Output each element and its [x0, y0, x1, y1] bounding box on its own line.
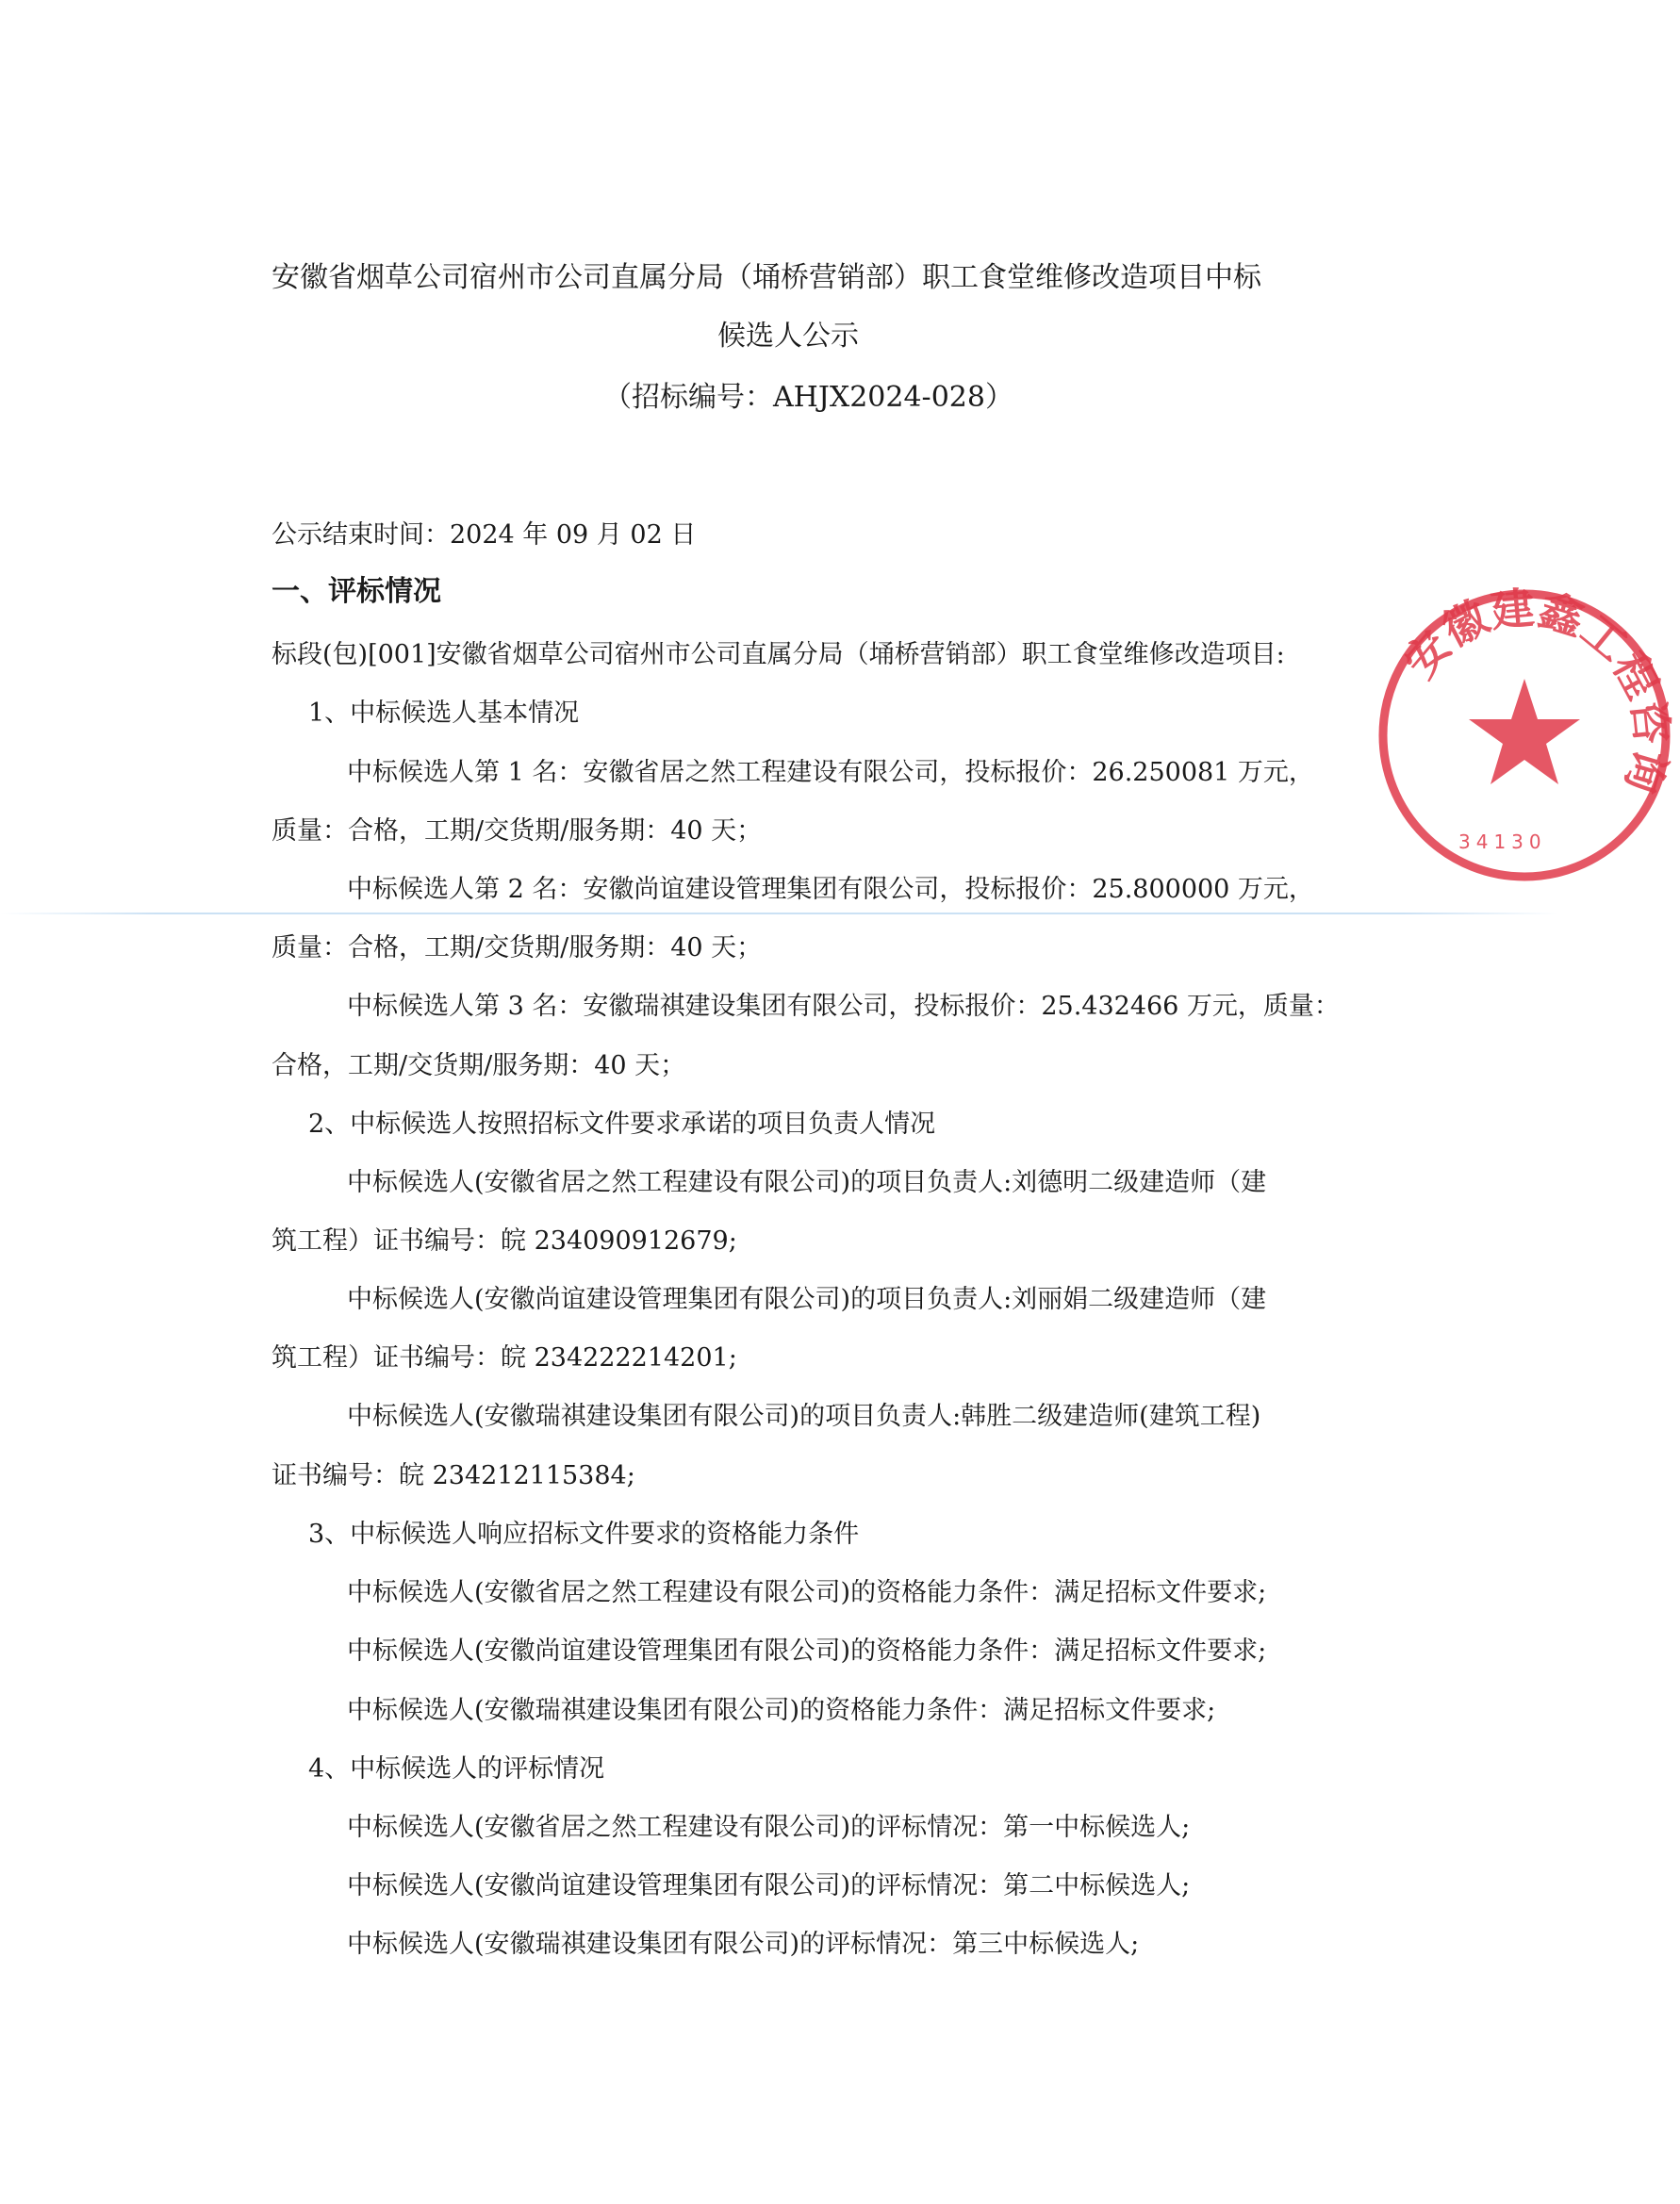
title-line-1: 安徽省烟草公司宿州市公司直属分局（埇桥营销部）职工食堂维修改造项目中标	[272, 261, 1261, 294]
evaluation-3: 中标候选人(安徽瑞祺建设集团有限公司)的评标情况：第三中标候选人;	[347, 1930, 1140, 1959]
candidate-2-line-2: 质量：合格，工期/交货期/服务期：40 天；	[272, 933, 763, 962]
tender-number: （招标编号：AHJX2024-028）	[603, 381, 1013, 414]
scan-artifact-line	[0, 913, 1558, 914]
title-line-2: 候选人公示	[717, 320, 859, 353]
svg-text:34130: 34130	[1458, 831, 1547, 853]
subheading-qualification: 3、中标候选人响应招标文件要求的资格能力条件	[308, 1520, 860, 1549]
leader-2-line-1: 中标候选人(安徽尚谊建设管理集团有限公司)的项目负责人:刘丽娟二级建造师（建	[347, 1285, 1267, 1314]
lot-description: 标段(包)[001]安徽省烟草公司宿州市公司直属分局（埇桥营销部）职工食堂维修改造项目:	[272, 640, 1285, 669]
subheading-basic-info: 1、中标候选人基本情况	[308, 699, 580, 728]
subheading-project-leader: 2、中标候选人按照招标文件要求承诺的项目负责人情况	[308, 1110, 936, 1139]
qualification-1: 中标候选人(安徽省居之然工程建设有限公司)的资格能力条件：满足招标文件要求;	[347, 1578, 1267, 1607]
candidate-3-line-1: 中标候选人第 3 名：安徽瑞祺建设集团有限公司，投标报价：25.432466 万元，质量：	[347, 992, 1340, 1021]
subheading-evaluation: 4、中标候选人的评标情况	[308, 1754, 605, 1784]
leader-1-line-2: 筑工程）证书编号：皖 234090912679;	[272, 1226, 737, 1256]
leader-2-line-2: 筑工程）证书编号：皖 234222214201;	[272, 1343, 737, 1373]
seal-star-icon	[1469, 679, 1580, 784]
svg-text:安徽建鑫工程咨询: 安徽建鑫工程咨询	[1393, 582, 1678, 799]
section-heading: 一、评标情况	[272, 575, 441, 608]
evaluation-1: 中标候选人(安徽省居之然工程建设有限公司)的评标情况：第一中标候选人;	[347, 1813, 1191, 1842]
notice-end-time: 公示结束时间：2024 年 09 月 02 日	[272, 520, 697, 550]
evaluation-2: 中标候选人(安徽尚谊建设管理集团有限公司)的评标情况：第二中标候选人;	[347, 1871, 1191, 1900]
candidate-2-line-1: 中标候选人第 2 名：安徽尚谊建设管理集团有限公司，投标报价：25.800000 万元，	[347, 875, 1314, 904]
candidate-1-line-2: 质量：合格，工期/交货期/服务期：40 天；	[272, 816, 763, 846]
leader-3-line-2: 证书编号：皖 234212115384;	[272, 1461, 635, 1490]
candidate-1-line-1: 中标候选人第 1 名：安徽省居之然工程建设有限公司，投标报价：26.250081 万元，	[347, 758, 1314, 787]
leader-3-line-1: 中标候选人(安徽瑞祺建设集团有限公司)的项目负责人:韩胜二级建造师(建筑工程)	[347, 1402, 1261, 1431]
candidate-3-line-2: 合格，工期/交货期/服务期：40 天；	[272, 1051, 686, 1080]
qualification-3: 中标候选人(安徽瑞祺建设集团有限公司)的资格能力条件：满足招标文件要求;	[347, 1696, 1216, 1725]
qualification-2: 中标候选人(安徽尚谊建设管理集团有限公司)的资格能力条件：满足招标文件要求;	[347, 1637, 1267, 1666]
company-seal-stamp	[1369, 580, 1680, 891]
leader-1-line-1: 中标候选人(安徽省居之然工程建设有限公司)的项目负责人:刘德明二级建造师（建	[347, 1168, 1267, 1197]
